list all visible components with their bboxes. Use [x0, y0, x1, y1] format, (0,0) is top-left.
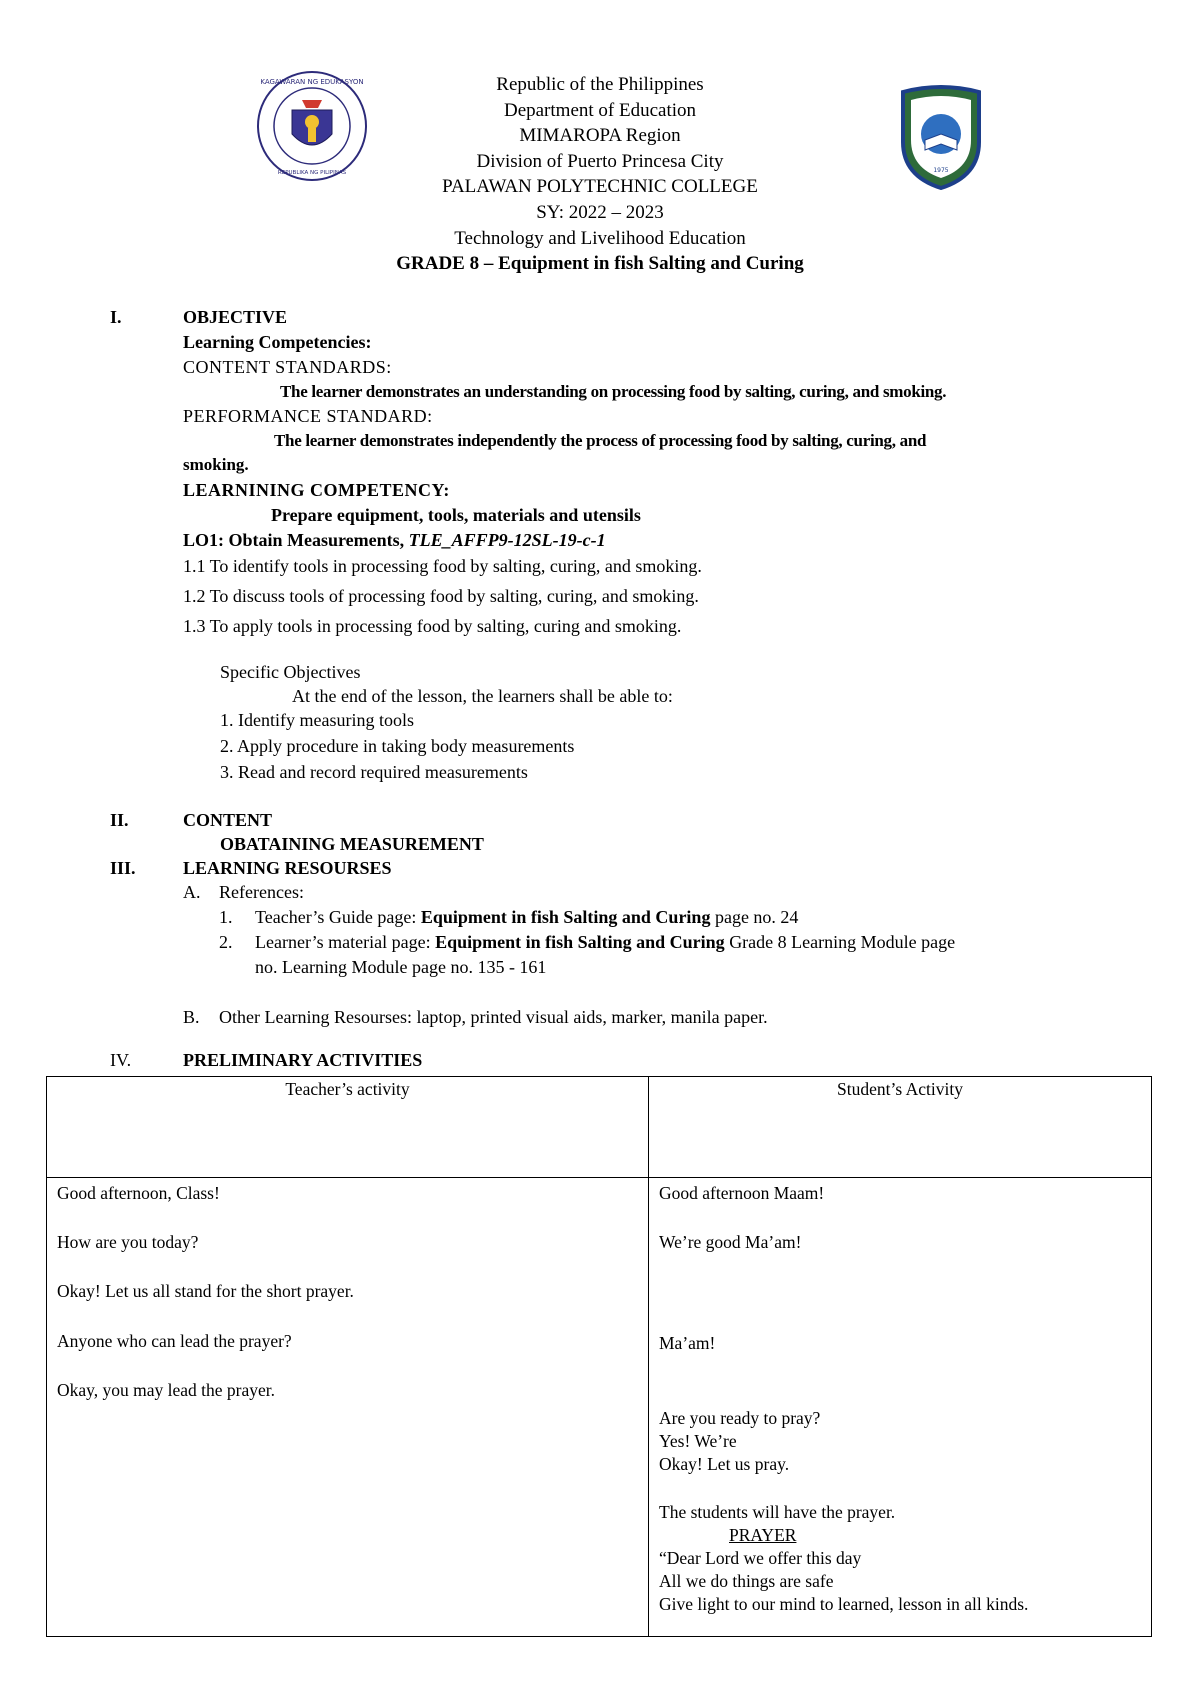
student-line: “Dear Lord we offer this day [659, 1548, 862, 1568]
right-logo-year: 1975 [933, 167, 949, 174]
header-cell-teacher [47, 1077, 649, 1178]
learning-competency-label: LEARNINING COMPETENCY: [183, 480, 450, 500]
column-header-student: Student’s Activity [837, 1079, 963, 1099]
header-line-school-year: SY: 2022 – 2023 [536, 201, 664, 223]
table-header-row [47, 1077, 1152, 1178]
reference-1 [255, 907, 798, 928]
table-row [47, 1178, 1152, 1637]
reference-1-number: 1. [219, 907, 233, 927]
student-line: The students will have the prayer. [659, 1502, 896, 1522]
resources-a-label: A. [183, 882, 201, 902]
left-logo-subtext: REPUBLIKA NG PILIPINAS [277, 170, 347, 176]
reference-2-title: Equipment in fish Salting and Curing [435, 932, 725, 952]
reference-1-prefix: Teacher’s Guide page: [255, 907, 421, 927]
resources-b-label: B. [183, 1007, 200, 1027]
student-line: Good afternoon Maam! [659, 1183, 825, 1203]
section-numeral-objective: I. [110, 307, 122, 327]
prayer-heading [729, 1525, 796, 1546]
resources-b-text: Other Learning Resourses: laptop, printed visual aids, marker, manila paper. [219, 1007, 768, 1027]
student-line: Are you ready to pray? [659, 1408, 821, 1428]
reference-2-number: 2. [219, 932, 233, 952]
prayer-heading-text: PRAYER [729, 1525, 797, 1545]
section-heading-content: CONTENT [183, 810, 273, 830]
teacher-line: Okay! Let us all stand for the short prayer. [57, 1281, 354, 1301]
reference-2-suffix: Grade 8 Learning Module page [724, 932, 956, 952]
objective-item: 1.2 To discuss tools of processing food by salting, curing, and smoking. [183, 586, 699, 606]
document-title: GRADE 8 – Equipment in fish Salting and Curing [396, 253, 804, 275]
content-standards-text: The learner demonstrates an understanding on processing food by salting, curing, and smoking. [280, 382, 947, 401]
teacher-line: Good afternoon, Class! [57, 1183, 220, 1203]
teacher-line: How are you today? [57, 1232, 199, 1252]
student-line: We’re good Ma’am! [659, 1232, 802, 1252]
objective-item: 1.3 To apply tools in processing food by salting, curing and smoking. [183, 616, 682, 636]
specific-objective-item: 3. Read and record required measurements [220, 762, 528, 782]
header-line-college: PALAWAN POLYTECHNIC COLLEGE [442, 176, 758, 198]
header-line-department: Department of Education [503, 99, 697, 121]
specific-objective-item: 2. Apply procedure in taking body measurements [220, 736, 575, 756]
activity-table [46, 1076, 1152, 1637]
lo1-label-text: LO1: Obtain Measurements, [183, 530, 405, 550]
specific-objectives-intro: At the end of the lesson, the learners shall be able to: [292, 686, 673, 706]
reference-1-suffix: page no. 24 [710, 907, 799, 927]
student-line: Yes! We’re [659, 1431, 737, 1451]
header-cell-student [649, 1077, 1152, 1178]
student-line: All we do things are safe [659, 1571, 834, 1591]
student-cell [649, 1178, 1152, 1637]
teacher-line: Anyone who can lead the prayer? [57, 1331, 292, 1351]
resources-a-text: References: [219, 882, 304, 902]
teacher-cell [47, 1178, 649, 1637]
section-heading-resources: LEARNING RESOURSES [183, 858, 392, 878]
specific-objective-item: 1. Identify measuring tools [220, 710, 414, 730]
reference-1-title: Equipment in fish Salting and Curing [420, 907, 711, 927]
student-line: Ma’am! [659, 1333, 716, 1353]
performance-standard-text-line1: The learner demonstrates independently the process of processing food by salting, curing, and [274, 431, 927, 450]
left-logo-text: KAGAWARAN NG EDUKASYON [260, 78, 364, 86]
column-header-teacher: Teacher’s activity [285, 1079, 410, 1099]
student-line: Okay! Let us pray. [659, 1454, 790, 1474]
lo1-code: TLE_AFFP9-12SL-19-c-1 [408, 530, 606, 550]
objective-item: 1.1 To identify tools in processing food by salting, curing, and smoking. [183, 556, 702, 576]
learning-competency-text: Prepare equipment, tools, materials and utensils [271, 505, 641, 525]
document-header [0, 72, 1200, 277]
right-logo-text: PPC [935, 99, 947, 106]
section-numeral-preliminary: IV. [110, 1050, 132, 1070]
reference-2 [255, 932, 955, 953]
student-line: Give light to our mind to learned, lesson in all kinds. [659, 1594, 1029, 1614]
reference-2-line2: no. Learning Module page no. 135 - 161 [255, 957, 547, 977]
teacher-line: Okay, you may lead the prayer. [57, 1380, 276, 1400]
header-line-division: Division of Puerto Princesa City [476, 150, 724, 172]
performance-standard-label: PERFORMANCE STANDARD: [183, 406, 433, 426]
reference-2-prefix: Learner’s material page: [255, 932, 436, 952]
header-line-republic: Republic of the Philippines [496, 74, 704, 95]
specific-objectives-label: Specific Objectives [220, 662, 361, 682]
section-heading-objective: OBJECTIVE [183, 307, 288, 327]
section-numeral-content: II. [110, 810, 129, 830]
performance-standard-text-line2: smoking. [183, 455, 249, 474]
header-line-region: MIMAROPA Region [519, 125, 681, 147]
header-line-subject: Technology and Livelihood Education [454, 227, 746, 249]
section-numeral-resources: III. [110, 858, 136, 878]
content-standards-label: CONTENT STANDARDS: [183, 357, 392, 377]
lo1-label [183, 530, 606, 551]
learning-competencies-label: Learning Competencies: [183, 332, 372, 352]
content-topic: OBATAINING MEASUREMENT [220, 834, 484, 854]
section-heading-preliminary: PRELIMINARY ACTIVITIES [183, 1050, 423, 1070]
